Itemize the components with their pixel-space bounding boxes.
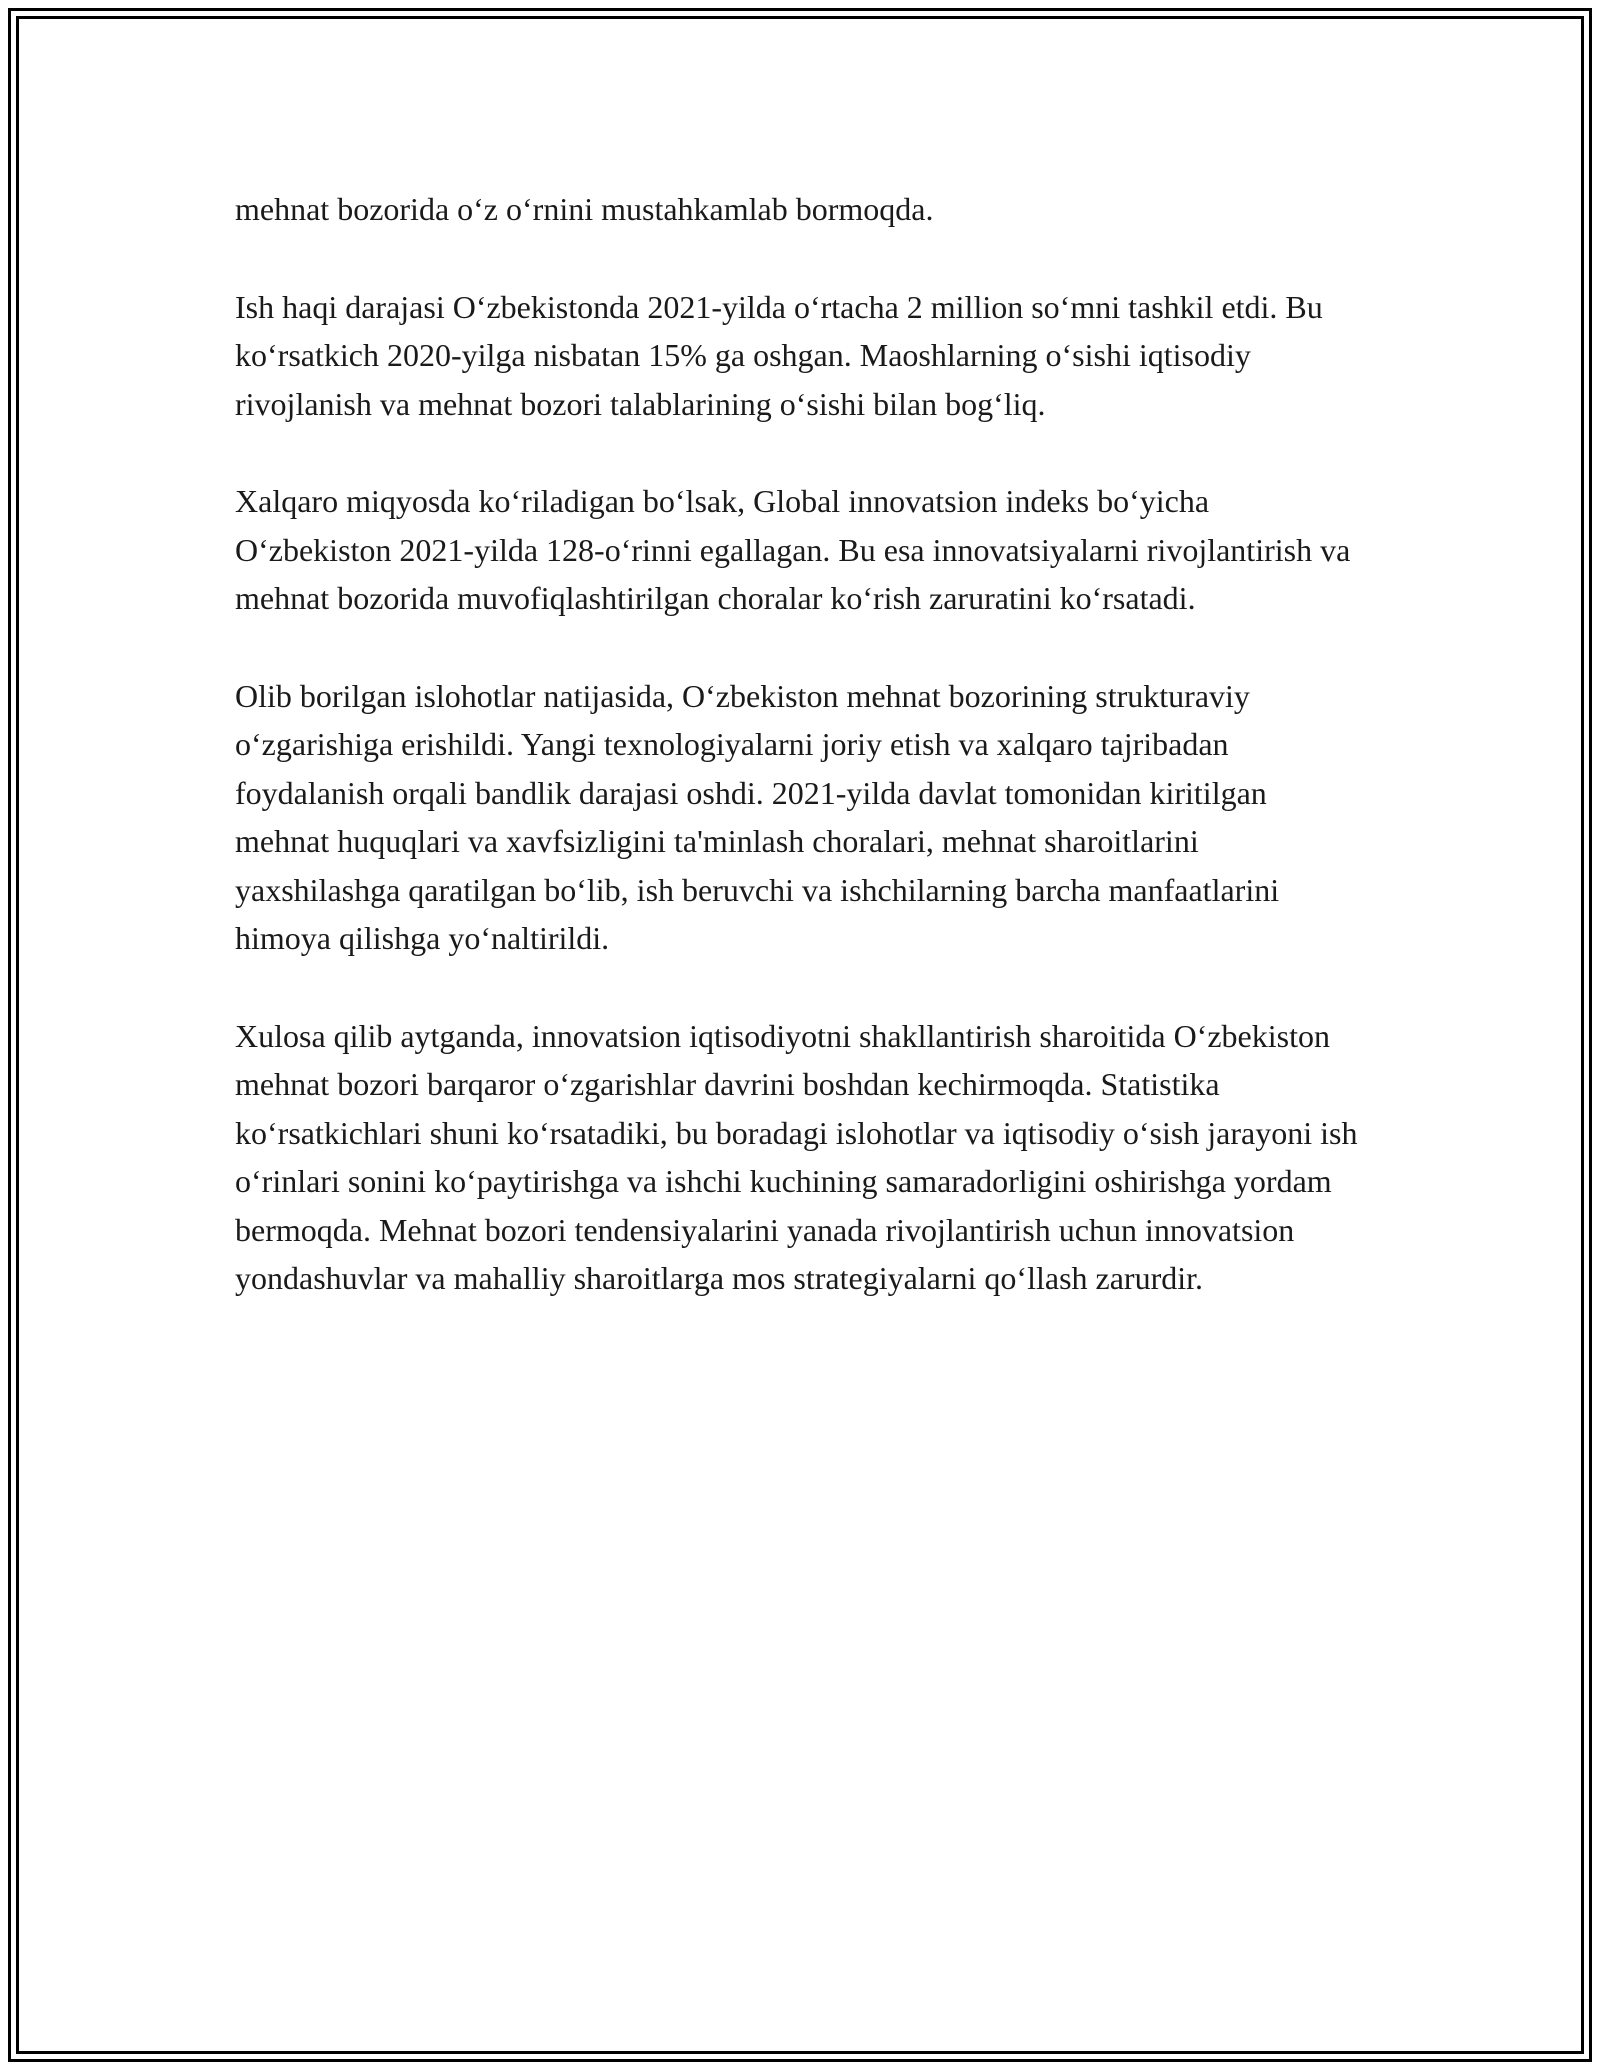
paragraph-wages: Ish haqi darajasi O‘zbekistonda 2021-yilda o‘rtacha 2 million so‘mni tashkil etdi. Bu ko‘rsatkich 2020-yilga nisbatan 15% ga oshgan. Maoshlarning o‘sishi iqtisodiy rivojlanish va mehnat bozori talablarining o‘sishi bilan bog‘liq. (235, 288, 1323, 422)
paragraph-innovation-index: Xalqaro miqyosda ko‘riladigan bo‘lsak, Global innovatsion indeks bo‘yicha O‘zbekiston 2021-yilda 128-o‘rinni egallagan. Bu esa innovatsiyalarni rivojlantirish va mehnat bozorida muvofiqlashtirilgan choralar ko‘rish zaruratini ko‘rsatadi. (235, 483, 1351, 616)
document-body (235, 185, 1365, 1352)
paragraph-reforms: Olib borilgan islohotlar natijasida, O‘zbekiston mehnat bozorining strukturaviy o‘zgarishiga erishildi. Yangi texnologiyalarni joriy etish va xalqaro tajribadan foydalanish orqali bandlik darajasi oshdi. 2021-yilda davlat tomonidan kiritilgan mehnat huquqlari va xavfsizligini ta'minlash choralari, mehnat sharoitlarini yaxshilashga qaratilgan bo‘lib, ish beruvchi va ishchilarning barcha manfaatlarini himoya qilishga yo‘naltirildi. (235, 677, 1280, 956)
paragraph-continuation: mehnat bozorida o‘z o‘rnini mustahkamlab bormoqda. (235, 191, 934, 227)
paragraph-conclusion: Xulosa qilib aytganda, innovatsion iqtisodiyotni shakllantirish sharoitida O‘zbekiston mehnat bozori barqaror o‘zgarishlar davrini boshdan kechirmoqda. Statistika ko‘rsatkichlari shuni ko‘rsatadiki, bu boradagi islohotlar va iqtisodiy o‘sish jarayoni ish o‘rinlari sonini ko‘paytirishga va ishchi kuchining samaradorligini oshirishga yordam bermoqda. Mehnat bozori tendensiyalarini yanada rivojlantirish uchun innovatsion yondashuvlar va mahalliy sharoitlarga mos strategiyalarni qo‘llash zarurdir. (235, 1017, 1358, 1296)
